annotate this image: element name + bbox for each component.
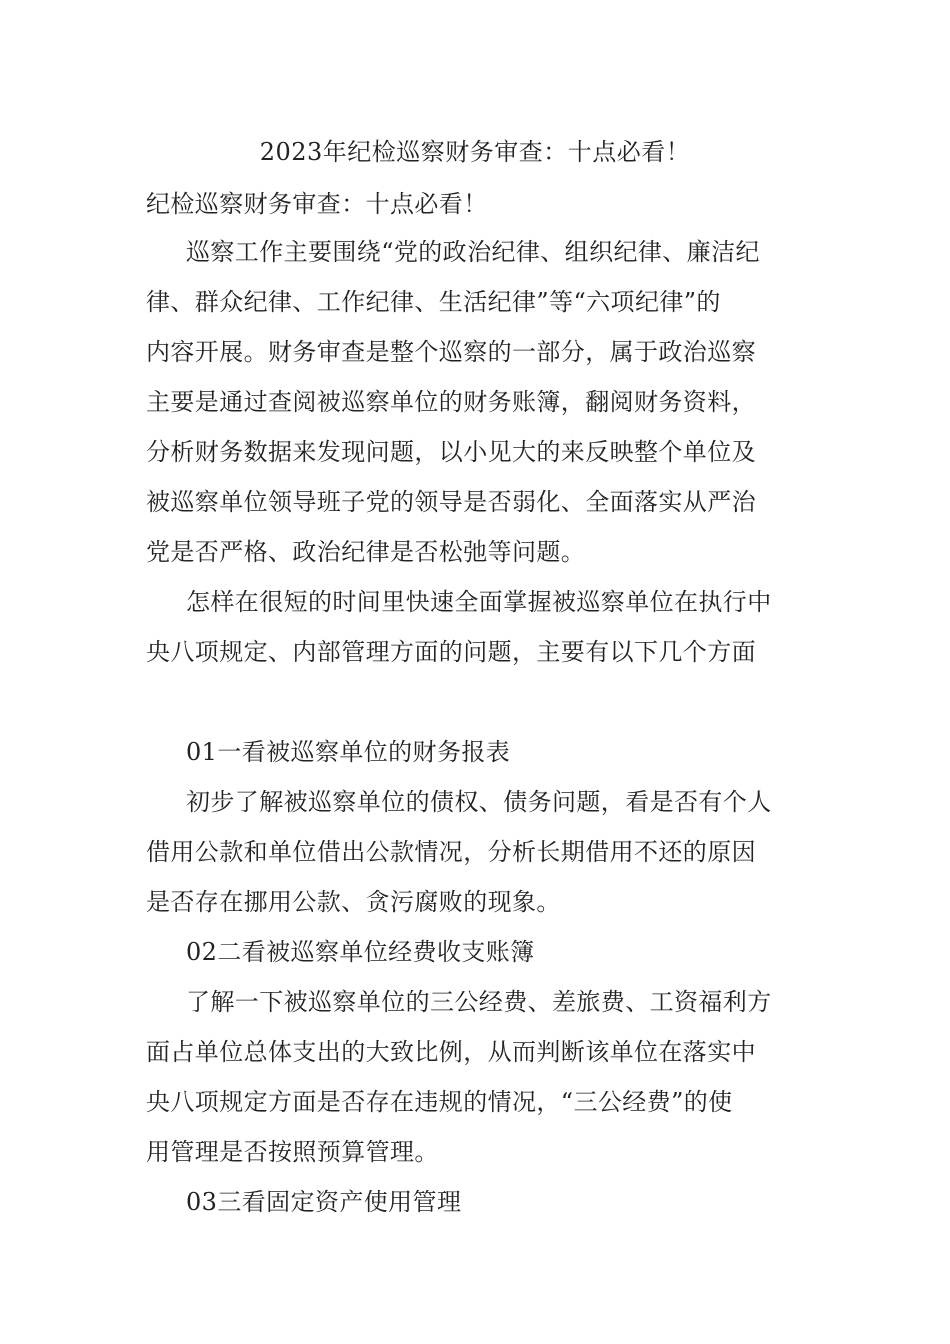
paragraph-1-line-6: 被巡察单位领导班子党的领导是否弱化、全面落实从严治 (146, 488, 756, 516)
section-02-heading: 02二看被巡察单位经费收支账簿 (186, 938, 535, 966)
section-01-heading: 01一看被巡察单位的财务报表 (186, 738, 511, 766)
document-title: 2023年纪检巡察财务审查：十点必看！ (259, 138, 691, 166)
paragraph-2-line-1: 怎样在很短的时间里快速全面掌握被巡察单位在执行中 (186, 588, 772, 616)
section-01-line-3: 是否存在挪用公款、贪污腐败的现象。 (146, 888, 561, 916)
paragraph-1-line-2: 律、群众纪律、工作纪律、生活纪律”等“六项纪律”的 (146, 288, 721, 316)
paragraph-1-line-4: 主要是通过查阅被巡察单位的财务账簿，翻阅财务资料， (146, 388, 756, 416)
section-03-heading: 03三看固定资产使用管理 (186, 1188, 462, 1216)
paragraph-1-line-1: 巡察工作主要围绕“党的政治纪律、组织纪律、廉洁纪 (186, 238, 760, 266)
section-02-line-2: 面占单位总体支出的大致比例，从而判断该单位在落实中 (146, 1038, 756, 1066)
section-01-line-2: 借用公款和单位借出公款情况，分析长期借用不还的原因 (146, 838, 756, 866)
paragraph-1-line-5: 分析财务数据来发现问题，以小见大的来反映整个单位及 (146, 438, 756, 466)
paragraph-1-line-3: 内容开展。财务审查是整个巡察的一部分，属于政治巡察 (146, 338, 756, 366)
section-02-line-1: 了解一下被巡察单位的三公经费、差旅费、工资福利方 (186, 988, 772, 1016)
section-02-line-3: 央八项规定方面是否存在违规的情况，“三公经费”的使 (146, 1088, 733, 1116)
paragraph-2-line-2: 央八项规定、内部管理方面的问题，主要有以下几个方面 (146, 638, 756, 666)
document-subtitle: 纪检巡察财务审查：十点必看！ (146, 190, 488, 218)
section-01-line-1: 初步了解被巡察单位的债权、债务问题，看是否有个人 (186, 788, 772, 816)
section-02-line-4: 用管理是否按照预算管理。 (146, 1138, 439, 1166)
paragraph-1-line-7: 党是否严格、政治纪律是否松弛等问题。 (146, 538, 586, 566)
